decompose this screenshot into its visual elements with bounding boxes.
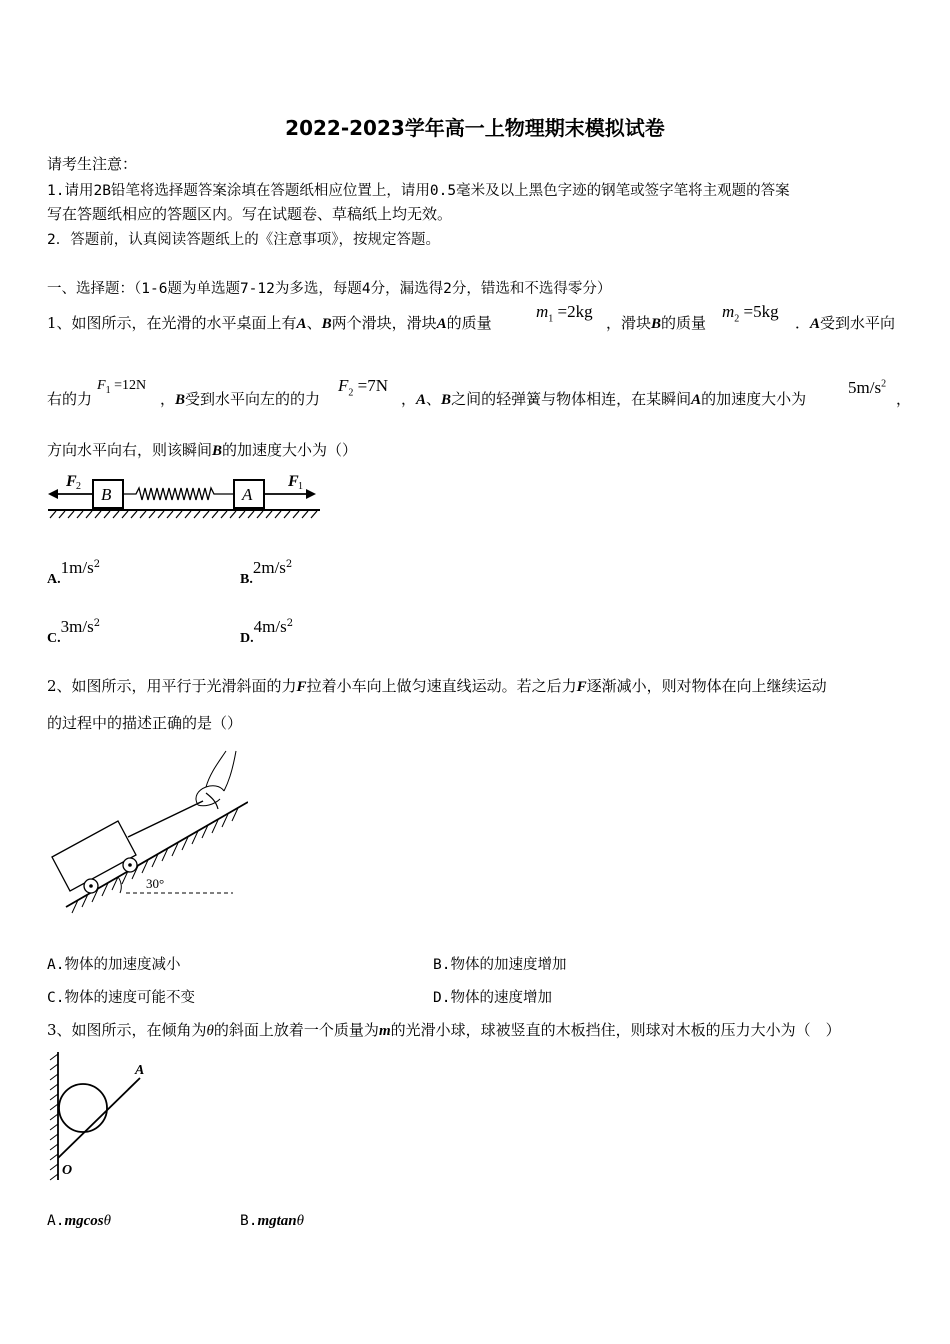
q3-label-a: A — [135, 1063, 145, 1078]
q1-line-1: 1、如图所示，在光滑的水平桌面上有A、B两个滑块，滑块A的质量 — [47, 314, 492, 332]
q1-force-1: $F_1 =12N$ — [97, 378, 147, 396]
q1-line-2b: ，B受到水平向左的的力 — [160, 390, 321, 408]
q1-mass-1: $m_1 =2kg$ — [536, 302, 593, 325]
fig-label-f1-sub: 1 — [298, 481, 303, 492]
q1-line-1c: ．A受到水平向 — [795, 314, 896, 332]
notice-item-1a: 1.请用2B铅笔将选择题答案涂填在答题纸相应位置上，请用0.5毫米及以上黑色字迹的钢笔或签字笔将主观题的答案 — [47, 183, 790, 199]
page-title: 2022-2023学年高一上物理期末模拟试卷 — [285, 116, 665, 140]
section-heading: 一、选择题：（1-6题为单选题7-12为多选，每题4分，漏选得2分，错选和不选得零分） — [47, 281, 612, 297]
notice-item-2: 2．答题前，认真阅读答题纸上的《注意事项》，按规定答题。 — [47, 232, 440, 248]
fig-label-f2-sub: 2 — [76, 481, 81, 492]
q1-line-1b: ，滑块B的质量 — [606, 314, 707, 332]
q1-mass-2: $m_2 =5kg$ — [722, 302, 779, 325]
q1-spring-figure — [46, 468, 322, 524]
q1-line-3: 方向水平向右，则该瞬间B的加速度大小为（） — [47, 441, 358, 459]
notice-heading: 请考生注意： — [47, 155, 138, 173]
q1-line-2d: ， — [896, 390, 912, 408]
q1-acceleration: $5m/s^2$ — [848, 378, 887, 397]
q3-option-a[interactable]: A.mgcosθ — [47, 1213, 112, 1229]
q2-option-c[interactable]: C.物体的速度可能不变 — [47, 990, 195, 1006]
q1-line-2c: ，A、B之间的轻弹簧与物体相连，在某瞬间A的加速度大小为 — [401, 390, 807, 408]
q3-ball-figure — [44, 1050, 154, 1185]
q2-incline-figure — [48, 745, 248, 920]
fig-label-a: A — [242, 485, 253, 504]
q2-angle-label: 30° — [146, 876, 165, 891]
q1-force-2: $F_2 =7N$ — [338, 376, 389, 399]
q2-option-d[interactable]: D.物体的速度增加 — [433, 990, 552, 1006]
q3-option-b[interactable]: B.mgtanθ — [240, 1213, 305, 1229]
q2-line-2: 的过程中的描述正确的是（） — [47, 714, 243, 732]
q3-label-o: O — [62, 1163, 73, 1178]
q1-option-a[interactable]: $A.1m/s^2$ — [47, 558, 101, 587]
fig-label-f1: F — [288, 473, 299, 490]
notice-item-1b: 写在答题纸相应的答题区内。写在试题卷、草稿纸上均无效。 — [47, 205, 453, 223]
q1-line-2a: 右的力 — [47, 390, 93, 408]
q1-option-d[interactable]: $D.4m/s^2$ — [240, 617, 294, 646]
q3-line-1: 3、如图所示，在倾角为θ的斜面上放着一个质量为m的光滑小球，球被竖直的木板挡住，则球对木板的压力大小为（ ） — [47, 1021, 841, 1039]
q1-option-c[interactable]: $C.3m/s^2$ — [47, 617, 101, 646]
q2-option-a[interactable]: A.物体的加速度减小 — [47, 957, 181, 973]
q2-option-b[interactable]: B.物体的加速度增加 — [433, 957, 567, 973]
fig-label-b: B — [101, 485, 112, 504]
fig-label-f2: F — [66, 473, 77, 490]
q2-line-1: 2、如图所示，用平行于光滑斜面的力F拉着小车向上做匀速直线运动。若之后力F逐渐减小，则对物体在向上继续运动 — [47, 677, 827, 695]
q1-option-b[interactable]: $B.2m/s^2$ — [240, 558, 293, 587]
